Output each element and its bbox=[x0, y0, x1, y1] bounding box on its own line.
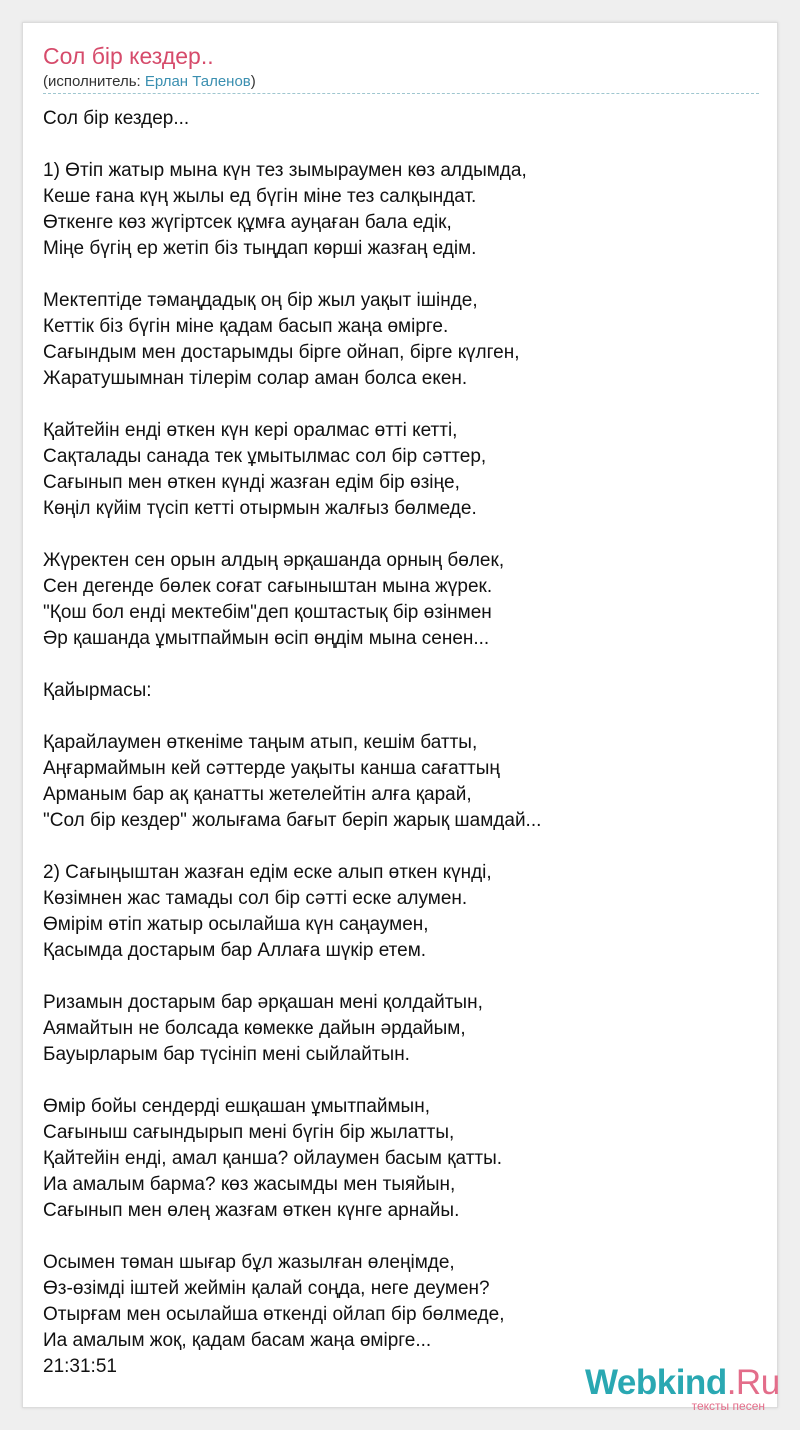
lyric-line: Көңіл күйім түсіп кетті отырмын жалғыз бөлмеде. bbox=[43, 498, 477, 519]
lyric-line: "Сол бір кездер" жолығама бағыт беріп жарық шамдай... bbox=[43, 810, 542, 831]
lyric-line: Сол бір кездер... bbox=[43, 108, 190, 129]
lyric-line: Қасымда достарым бар Аллаға шүкір етем. bbox=[43, 940, 427, 961]
lyric-line: Өмірім өтіп жатыр осылайша күн саңаумен, bbox=[43, 914, 429, 935]
lyric-line: Кеше ғана күң жылы ед бүгін міне тез салқындат. bbox=[43, 186, 477, 207]
performer-prefix: (исполнитель: bbox=[43, 73, 145, 90]
lyric-line: Қайырмасы: bbox=[43, 680, 152, 701]
lyric-line: 2) Сағыңыштан жазған едім еске алып өткен күнді, bbox=[43, 862, 492, 883]
song-title: Сол бір кездер.. bbox=[43, 43, 214, 69]
lyric-line: Жаратушымнан тілерім солар аман болса екен. bbox=[43, 368, 468, 389]
lyric-line: "Қош бол енді мектебім"деп қоштастық бір өзінмен bbox=[43, 602, 492, 623]
lyric-line: Кеттік біз бүгін міне қадам басып жаңа өмірге. bbox=[43, 316, 449, 337]
lyrics-text bbox=[43, 106, 541, 1380]
artist-link[interactable]: Ерлан Таленов bbox=[144, 73, 251, 90]
lyric-line: Бауырларым бар түсініп мені сыйлайтын. bbox=[43, 1044, 410, 1065]
lyric-line: Жүректен сен орын алдың әрқашанда орның бөлек, bbox=[43, 550, 505, 571]
logo-tagline: тексты песен bbox=[691, 1399, 765, 1413]
performer-line bbox=[43, 73, 256, 90]
lyric-line: Өз-өзімді іштей жеймін қалай соңда, неге деумен? bbox=[43, 1278, 490, 1299]
lyrics-card bbox=[22, 22, 780, 1413]
performer-suffix: ) bbox=[250, 73, 256, 90]
stanza-gap bbox=[43, 392, 541, 418]
lyric-line: Ризамын достарым бар әрқашан мені қолдайтын, bbox=[43, 992, 483, 1013]
logo-wordmark: Webkind.Ru bbox=[585, 1363, 780, 1402]
lyric-line: Қарайлаумен өткеніме таңым атып, кешім батты, bbox=[43, 732, 478, 753]
lyric-line: Өмір бойы сендерді ешқашан ұмытпаймын, bbox=[43, 1096, 430, 1117]
lyric-line: Қайтейін енді, амал қанша? ойлаумен басым қатты. bbox=[43, 1148, 503, 1169]
stanza-gap bbox=[43, 834, 541, 860]
lyric-line: Қайтейін енді өткен күн кері оралмас өтті кетті, bbox=[43, 420, 458, 441]
lyric-line: Өткенге көз жүгіртсек құмға ауңаған бала едік, bbox=[43, 212, 452, 233]
lyric-line: Мектептіде тәмаңдадық оң бір жыл уақыт ішінде, bbox=[43, 290, 478, 311]
lyric-line: Сақталады санада тек ұмытылмас сол бір сәттер, bbox=[43, 446, 487, 467]
lyric-line: Аңғармаймын кей сәттерде уақыты канша сағаттың bbox=[43, 758, 500, 779]
lyric-line: Әр қашанда ұмытпаймын өсіп өңдім мына сенен... bbox=[43, 628, 490, 649]
logo-domain: .Ru bbox=[726, 1363, 780, 1402]
lyric-line: Сен дегенде бөлек соғат сағыныштан мына жүрек. bbox=[43, 576, 493, 597]
lyric-line: Сағындым мен достарымды бірге ойнап, бірге күлген, bbox=[43, 342, 520, 363]
lyric-line: Отырғам мен осылайша өткенді ойлап бір бөлмеде, bbox=[43, 1304, 505, 1325]
lyric-line: Көзімнен жас тамады сол бір сәтті еске алумен. bbox=[43, 888, 468, 909]
lyric-line: Сағыныш сағындырып мені бүгін бір жылатты, bbox=[43, 1122, 455, 1143]
lyric-line: Аямайтын не болсада көмекке дайын әрдайым, bbox=[43, 1018, 466, 1039]
lyric-line: Иа амалым барма? көз жасымды мен тыяйын, bbox=[43, 1174, 456, 1195]
lyric-line: Осымен төман шығар бұл жазылған өлеңімде, bbox=[43, 1252, 455, 1273]
stanza-gap bbox=[43, 1068, 541, 1094]
lyric-line: Иа амалым жоқ, қадам басам жаңа өмірге... bbox=[43, 1330, 432, 1351]
stanza-gap bbox=[43, 262, 541, 288]
stanza-gap bbox=[43, 1224, 541, 1250]
stanza-gap bbox=[43, 964, 541, 990]
stanza-gap bbox=[43, 652, 541, 678]
lyric-line: Міңе бүгің ер жетіп біз тыңдап көрші жазғаң едім. bbox=[43, 238, 477, 259]
stanza-gap bbox=[43, 132, 541, 158]
stanza-gap bbox=[43, 522, 541, 548]
timestamp: 21:31:51 bbox=[43, 1356, 117, 1377]
dashed-divider bbox=[43, 93, 759, 94]
lyric-line: Сағынып мен өлең жазғам өткен күнге арнайы. bbox=[43, 1200, 460, 1221]
stanza-gap bbox=[43, 704, 541, 730]
lyric-line: 1) Өтіп жатыр мына күн тез зымыраумен көз алдымда, bbox=[43, 160, 527, 181]
lyric-line: Сағынып мен өткен күнді жазған едім бір өзіңе, bbox=[43, 472, 460, 493]
webkind-logo[interactable] bbox=[585, 1363, 780, 1413]
lyric-line: Арманым бар ақ қанатты жетелейтін алға қарай, bbox=[43, 784, 472, 805]
